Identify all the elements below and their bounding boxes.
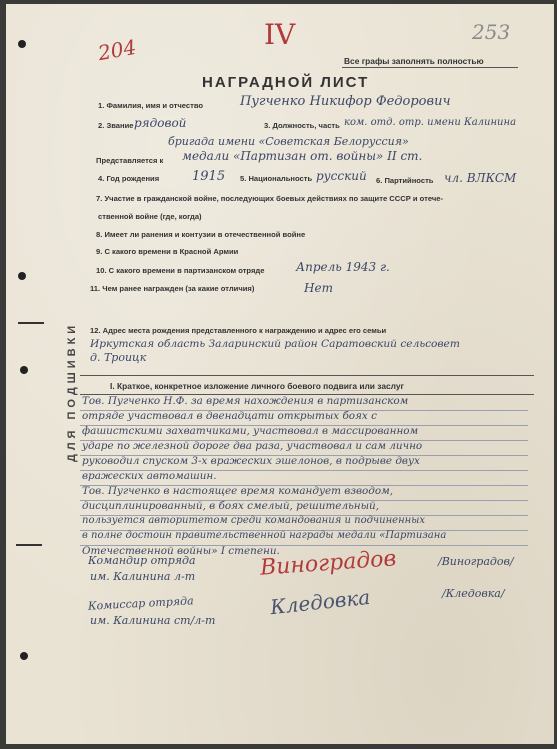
narrative-line: дисциплинированный, в боях смелый, решительный, [82, 500, 380, 512]
narrative-line: в полне достоин правительственной награды медали «Партизана [82, 530, 447, 541]
awards-label: 11. Чем ранее награжден (за какие отличия) [90, 284, 255, 293]
commissar-name: /Кледовка/ [442, 587, 505, 600]
narrative-line: ударе по железной дороге два раза, участвовал и сам лично [82, 440, 423, 452]
roman-numeral: IV [264, 18, 296, 51]
section-rule-top [80, 375, 534, 376]
wounds-label: 8. Имеет ли ранения и контузии в отечественной войне [96, 230, 306, 239]
civil-war-label-cont: ственной войне (где, когда) [98, 212, 202, 221]
narrative-line: вражеских автомашин. [82, 470, 217, 482]
narrative-line: пользуется авторитетом среди командования и подчиненных [82, 515, 426, 526]
birth-label: 4. Год рождения [98, 174, 160, 183]
name-label: 1. Фамилия, имя и отчество [98, 101, 204, 110]
rank-value: рядовой [134, 116, 187, 130]
narrative-line: Тов. Пугченко в настоящее время командует взводом, [82, 485, 394, 497]
binder-hole [18, 272, 26, 280]
commander-signature: Виноградов [259, 546, 398, 581]
archive-number-left: 204 [96, 34, 138, 66]
presented-label: Представляется к [96, 156, 164, 165]
address-label: 12. Адрес места рождения представленного к награждению и адрес его семьи [90, 326, 387, 335]
binder-hole [20, 366, 28, 374]
address-value-2: д. Троицк [90, 351, 147, 364]
page-title: НАГРАДНОЙ ЛИСТ [202, 74, 370, 91]
partisan-value: Апрель 1943 г. [296, 260, 390, 274]
rank-label: 2. Звание [98, 121, 134, 130]
header-note: Все графы заполнять полностью [344, 56, 484, 66]
header-rule [342, 67, 518, 68]
binder-hole [20, 652, 28, 660]
binder-hole [18, 40, 26, 48]
narrative-line: руководил спуском 3-х вражеских эшелонов, в подрыве двух [82, 455, 420, 467]
narrative-line: отряде участвовал в двенадцати открытых боях с [82, 410, 377, 422]
commissar-title-cont: им. Калинина ст/л-т [90, 614, 216, 627]
nationality-label: 5. Национальность [240, 174, 313, 183]
partisan-label: 10. С какого времени в партизанском отряде [96, 266, 265, 275]
civil-war-label: 7. Участие в гражданской войне, последующих боевых действиях по защите СССР и отече- [96, 194, 444, 203]
margin-mark [18, 322, 44, 324]
commander-title: Командир отряда [88, 554, 196, 567]
nationality-value: русский [316, 169, 367, 183]
award-sheet [6, 4, 554, 744]
section-title: I. Краткое, конкретное изложение личного боевого подвига или заслуг [110, 381, 405, 391]
narrative-line: Отечественной войны» I степени. [82, 545, 280, 557]
commander-name: /Виноградов/ [438, 555, 514, 568]
presented-value: медали «Партизан от. войны» II ст. [182, 149, 423, 163]
party-label: 6. Партийность [376, 176, 434, 185]
address-value-1: Иркутская область Заларинский район Саратовский сельсовет [90, 338, 460, 350]
side-binding-text: ДЛЯ ПОДШИВКИ [66, 321, 78, 462]
party-value: чл. ВЛКСМ [444, 171, 517, 185]
position-value-1: ком. отд. отр. имени Калинина [344, 117, 517, 128]
birth-value: 1915 [192, 169, 226, 184]
commissar-title: Комиссар отряда [87, 594, 194, 613]
army-label: 9. С какого времени в Красной Армии [96, 247, 239, 256]
position-value-2: бригада имени «Советская Белоруссия» [168, 135, 409, 148]
archive-number-right: 253 [472, 20, 511, 44]
narrative-line: фашистскими захватчиками, участвовал в массированном [82, 425, 419, 437]
narrative-line: Тов. Пугченко Н.Ф. за время нахождения в партизанском [82, 395, 409, 407]
awards-value: Нет [304, 281, 333, 295]
commander-title-cont: им. Калинина л-т [90, 570, 196, 583]
name-value: Пугченко Никифор Федорович [240, 94, 451, 109]
margin-mark [16, 544, 42, 546]
position-label: 3. Должность, часть [264, 121, 340, 130]
commissar-signature: Кледовка [269, 584, 372, 620]
